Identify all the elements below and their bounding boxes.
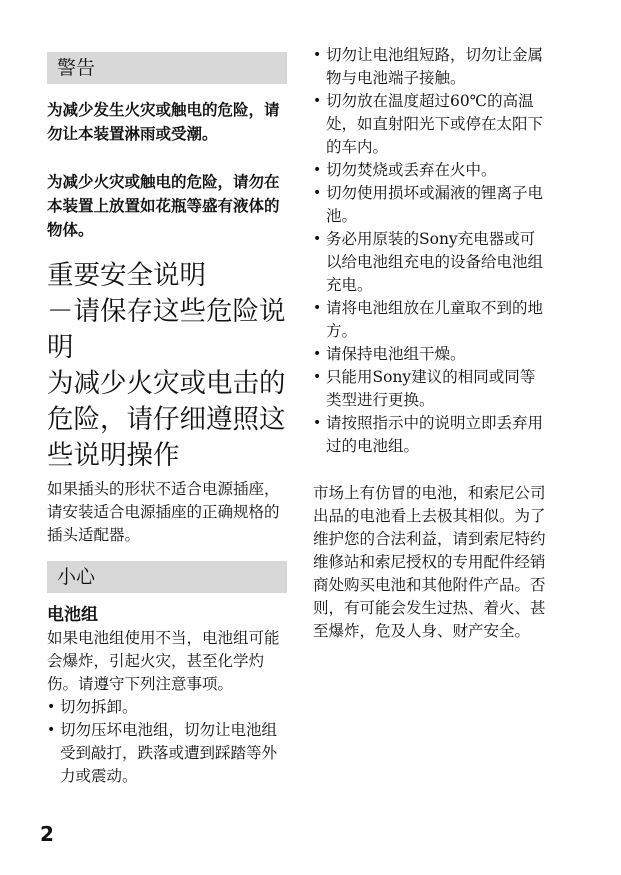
list-item: • 切勿拆卸。	[47, 696, 287, 719]
battery-precautions-right	[313, 44, 549, 458]
warning-liquid-text: 为减少火灾或触电的危险，请勿在本装置上放置如花瓶等盛有液体的物体。	[47, 173, 280, 239]
safety-title	[47, 258, 287, 474]
bullet-icon: •	[47, 722, 56, 738]
list-item: • 切勿让电池组短路，切勿让金属物与电池端子接触。	[313, 46, 544, 87]
bullet-icon: •	[47, 699, 56, 715]
bullet-icon: •	[313, 162, 322, 178]
bullet-icon: •	[313, 415, 322, 431]
bullet-icon: •	[313, 300, 322, 316]
safety-title-line3: 为减少火灾或电击的危险，请仔细遵照这些说明操作	[47, 368, 286, 471]
bullet-icon: •	[313, 47, 322, 63]
warning-heading: 警告	[47, 52, 287, 84]
page-number: 2	[40, 822, 54, 846]
safety-title-line2: －请保存这些危险说明	[47, 296, 286, 363]
battery-precautions-left	[47, 696, 287, 788]
bullet-icon: •	[313, 231, 322, 247]
bullet-icon: •	[313, 185, 322, 201]
list-item: • 请保持电池组干燥。	[313, 343, 549, 366]
plug-adapter-text: 如果插头的形状不适合电源插座，请安装适合电源插座的正确规格的插头适配器。	[47, 480, 280, 544]
safety-title-line1: 重要安全说明	[47, 260, 206, 291]
bullet-icon: •	[313, 93, 322, 109]
list-item: • 切勿放在温度超过60℃的高温处，如直射阳光下或停在太阳下的车内。	[313, 92, 544, 156]
caution-heading: 小心	[47, 561, 287, 593]
list-item: • 切勿压坏电池组，切勿让电池组受到敲打，跌落或遭到踩踏等外力或震动。	[47, 721, 278, 785]
battery-heading: 电池组	[47, 605, 98, 625]
list-item: • 务必用原装的Sony充电器或可以给电池组充电的设备给电池组充电。	[313, 230, 544, 294]
counterfeit-battery-text: 市场上有仿冒的电池，和索尼公司出品的电池看上去极其相似。为了维护您的合法利益，请到索尼特约维修站和索尼授权的专用配件经销商处购买电池和其他附件产品。否则，有可能会发生过热、着火、甚至爆炸，危及人身、财产安全。	[313, 484, 546, 640]
warning-rain-text: 为减少发生火灾或触电的危险，请勿让本装置淋雨或受潮。	[47, 101, 280, 143]
battery-intro-text: 如果电池组使用不当，电池组可能会爆炸，引起火灾，甚至化学灼伤。请遵守下列注意事项。	[47, 629, 280, 693]
list-item: • 切勿焚烧或丢弃在火中。	[313, 159, 549, 182]
right-column	[313, 44, 549, 643]
left-column	[47, 44, 287, 788]
bullet-icon: •	[313, 346, 322, 362]
list-item: • 请按照指示中的说明立即丢弃用过的电池组。	[313, 414, 544, 455]
bullet-icon: •	[313, 369, 322, 385]
list-item: • 只能用Sony建议的相同或同等类型进行更换。	[313, 368, 536, 409]
list-item: • 切勿使用损坏或漏液的锂离子电池。	[313, 184, 544, 225]
list-item: • 请将电池组放在儿童取不到的地方。	[313, 299, 544, 340]
